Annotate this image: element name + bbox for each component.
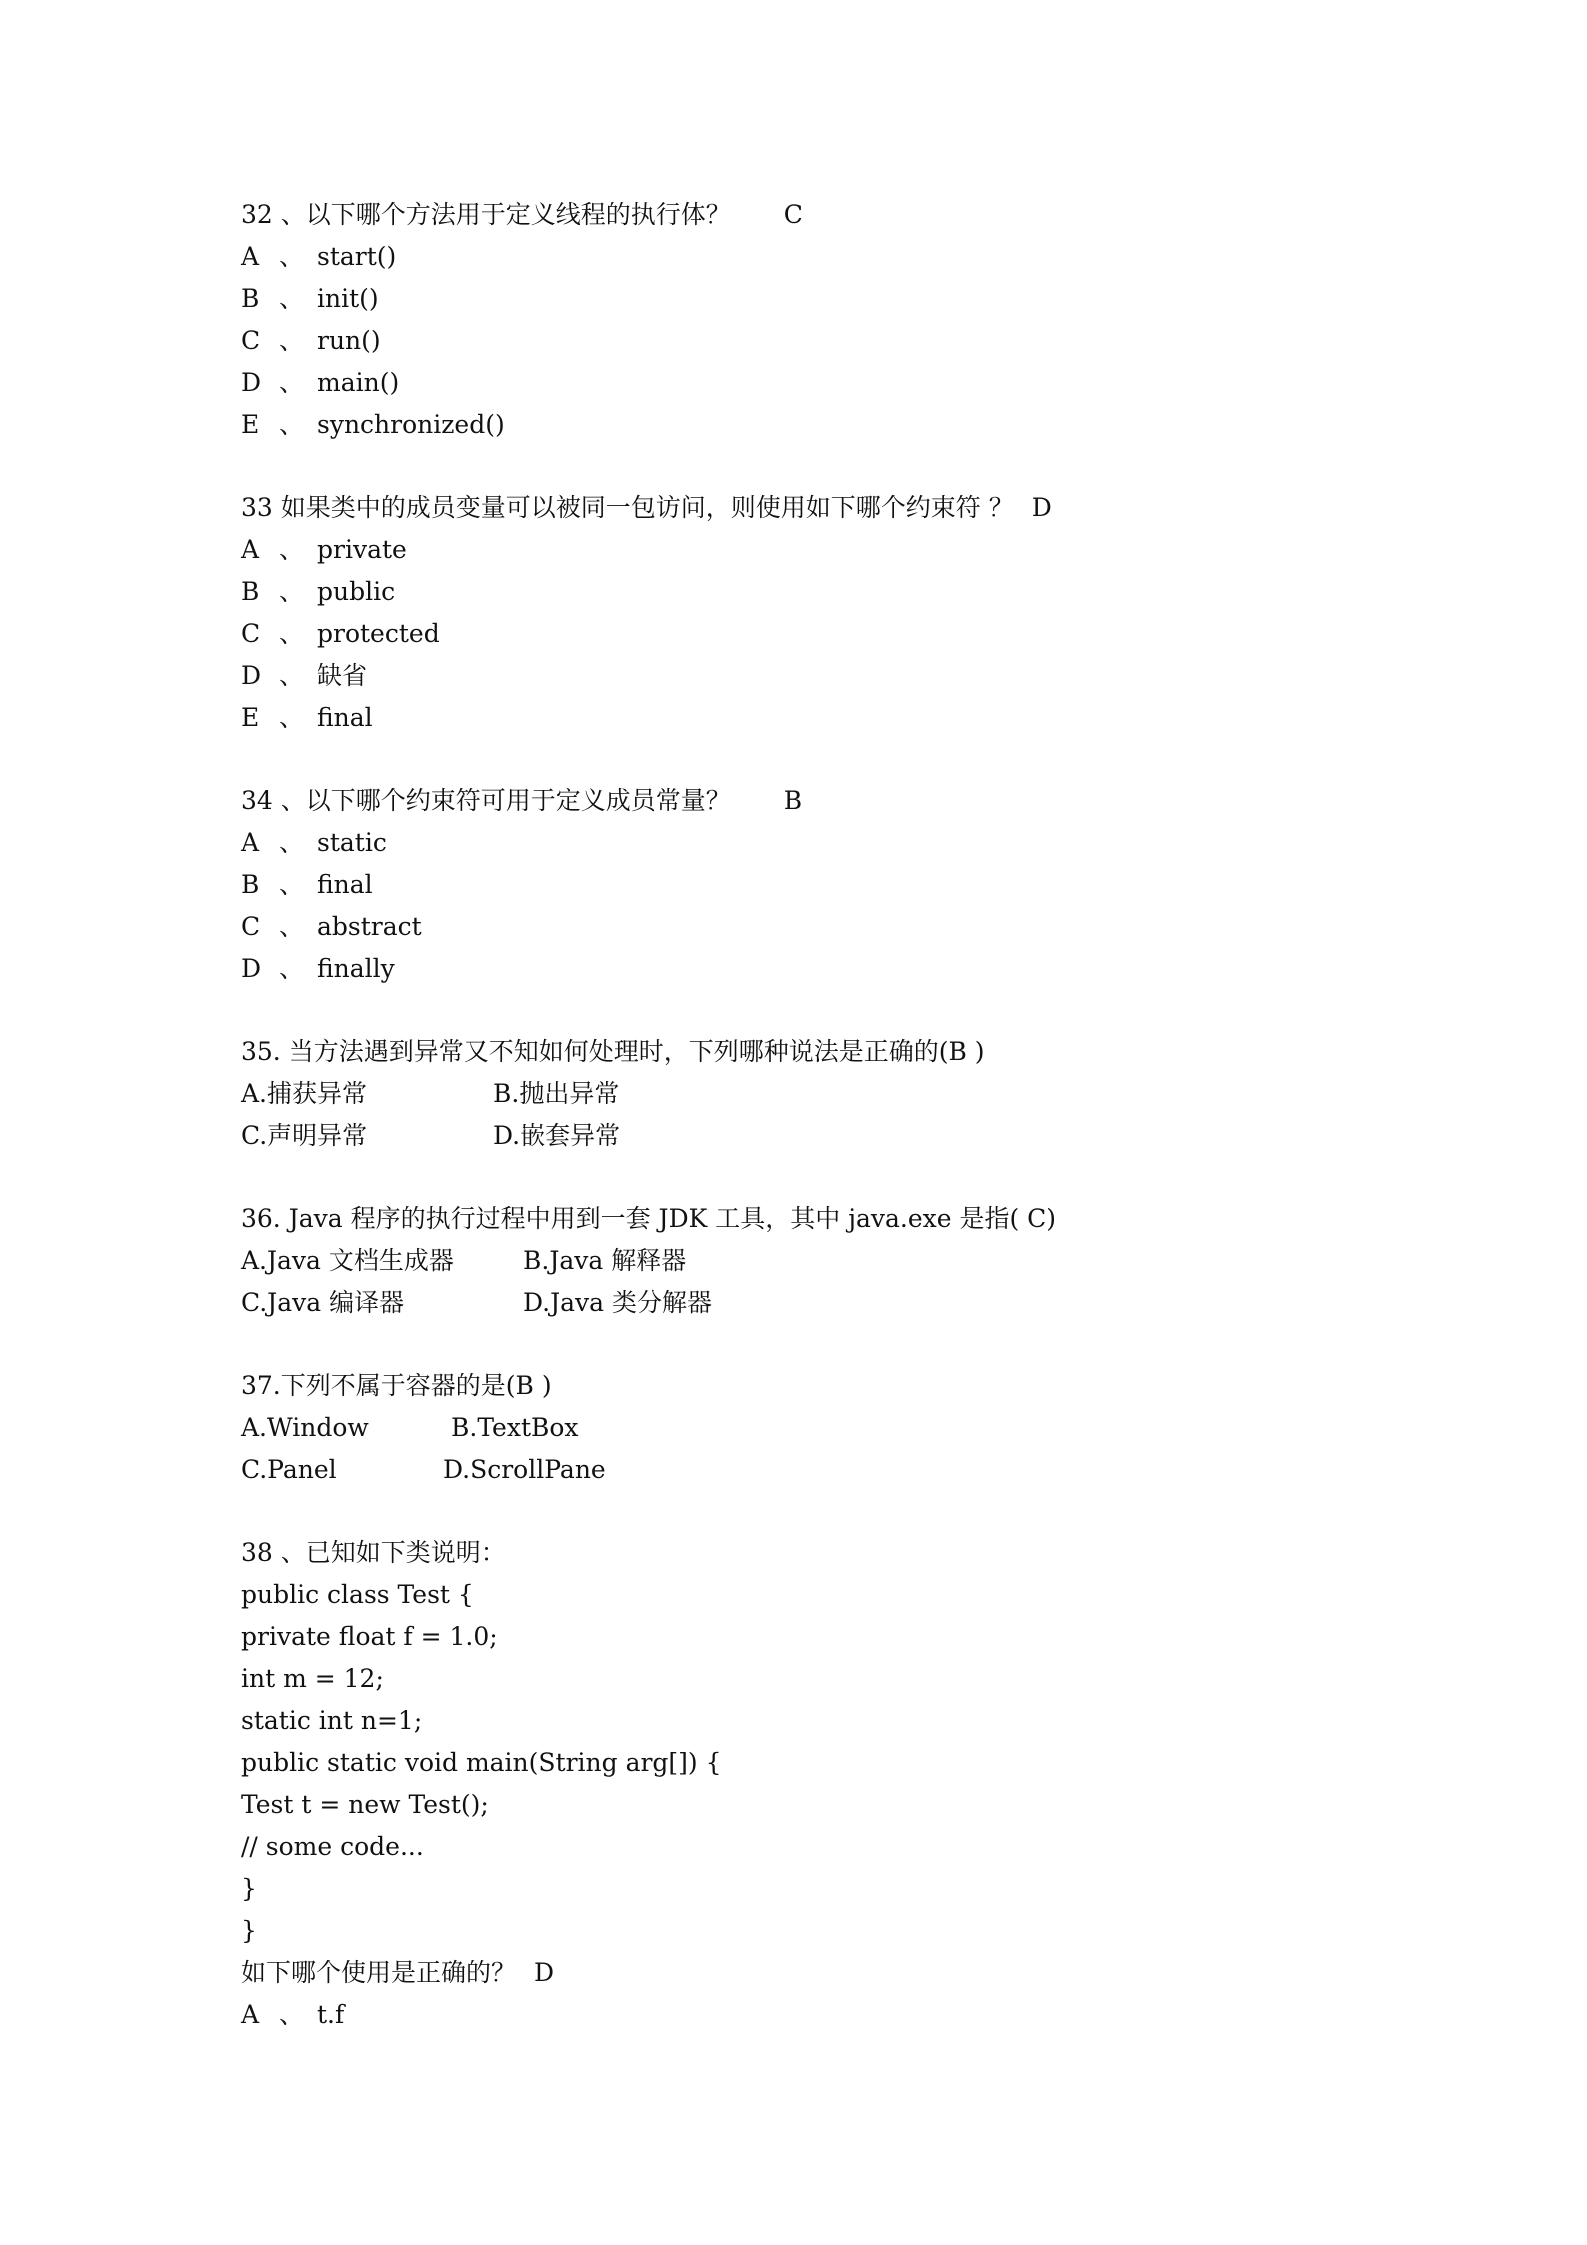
question-36 [241,1198,1391,1324]
option-text: t.f [317,2000,345,2029]
option-letter: D [241,954,262,983]
option-separator: 、 [279,828,305,857]
question-stem [241,194,1391,236]
option-text: run() [317,326,381,355]
question-text: 如下哪个使用是正确的？ [241,1958,517,1987]
option-letter: D [241,368,262,397]
question-text: 32 、以下哪个方法用于定义线程的执行体？ [241,200,731,229]
option-row [241,1073,1391,1115]
option-text: B.抛出异常 [493,1079,620,1108]
option-letter: D [241,661,262,690]
option-text: main() [317,368,400,397]
question-text: 33 如果类中的成员变量可以被同一包访问，则使用如下哪个约束符 ？ [241,493,1014,522]
option-row [241,822,1391,864]
option-row [241,571,1391,613]
option-row [241,278,1391,320]
question-35 [241,1031,1391,1157]
code-line: // some code... [241,1832,424,1861]
option-letter: A [241,2000,260,2029]
option-row [241,320,1391,362]
option-row [241,613,1391,655]
question-stem [241,1532,1391,1574]
option-text: D.Java 类分解器 [523,1288,713,1317]
question-32 [241,194,1391,446]
option-separator: 、 [279,410,305,439]
option-separator: 、 [279,954,305,983]
option-text: A.捕获异常 [241,1079,368,1108]
option-separator: 、 [279,703,305,732]
option-letter: C [241,912,261,941]
option-letter: A [241,535,260,564]
option-row [241,1282,1391,1324]
question-38 [241,1532,1391,2036]
option-text: A.Java 文档生成器 [241,1246,454,1275]
option-separator: 、 [279,242,305,271]
option-letter: B [241,284,260,313]
option-text: start() [317,242,397,271]
option-text: A.Window [241,1413,369,1442]
option-text: finally [317,954,395,983]
option-text: public [317,577,396,606]
question-prompt [241,1952,1391,1994]
option-separator: 、 [279,2000,305,2029]
option-text: abstract [317,912,422,941]
spacer [241,1324,1391,1365]
spacer [241,446,1391,487]
option-text: final [317,870,373,899]
option-text: C.Java 编译器 [241,1288,405,1317]
option-text: protected [317,619,440,648]
code-line: } [241,1874,257,1903]
option-row [241,529,1391,571]
option-separator: 、 [279,368,305,397]
option-row [241,697,1391,739]
code-line: static int n=1; [241,1706,423,1735]
option-text: B.TextBox [451,1413,579,1442]
option-letter: E [241,410,260,439]
option-text: synchronized() [317,410,505,439]
question-33 [241,487,1391,739]
option-row [241,1240,1391,1282]
code-line: Test t = new Test(); [241,1790,489,1819]
question-text: 35. 当方法遇到异常又不知如何处理时，下列哪种说法是正确的(B ) [241,1037,985,1066]
option-row [241,906,1391,948]
answer-key: C [783,200,803,229]
code-line: public static void main(String arg[]) { [241,1748,722,1777]
option-letter: A [241,242,260,271]
option-row [241,1115,1391,1157]
option-row [241,1407,1391,1449]
spacer [241,1157,1391,1198]
option-text: D.ScrollPane [443,1455,606,1484]
option-separator: 、 [279,535,305,564]
option-separator: 、 [279,577,305,606]
option-separator: 、 [279,326,305,355]
option-text: init() [317,284,379,313]
page-content [241,194,1391,2036]
question-stem [241,780,1391,822]
question-text: 38 、已知如下类说明： [241,1538,506,1567]
question-stem [241,487,1391,529]
option-letter: B [241,870,260,899]
option-text: private [317,535,407,564]
option-text: final [317,703,373,732]
answer-key: D [534,1958,555,1987]
option-text: C.声明异常 [241,1121,368,1150]
option-row [241,404,1391,446]
option-row [241,864,1391,906]
option-text: D.嵌套异常 [493,1121,621,1150]
code-line: private float f = 1.0; [241,1622,498,1651]
option-letter: E [241,703,260,732]
option-letter: C [241,326,261,355]
option-text: C.Panel [241,1455,337,1484]
question-text: 36. Java 程序的执行过程中用到一套 JDK 工具，其中 java.exe 是指( C) [241,1204,1057,1233]
spacer [241,1491,1391,1532]
option-row [241,1994,1391,2036]
code-line: } [241,1916,257,1945]
option-text: B.Java 解释器 [523,1246,687,1275]
option-letter: B [241,577,260,606]
code-line: int m = 12; [241,1664,384,1693]
question-text: 37.下列不属于容器的是(B ) [241,1371,552,1400]
option-separator: 、 [279,661,305,690]
question-text: 34 、以下哪个约束符可用于定义成员常量？ [241,786,731,815]
option-row [241,362,1391,404]
code-block [241,1574,1391,1952]
question-37 [241,1365,1391,1491]
question-34 [241,780,1391,990]
code-line: public class Test { [241,1580,474,1609]
option-text: static [317,828,387,857]
option-separator: 、 [279,284,305,313]
answer-key: B [783,786,803,815]
option-letter: C [241,619,261,648]
option-letter: A [241,828,260,857]
question-stem [241,1365,1391,1407]
option-separator: 、 [279,912,305,941]
option-row [241,948,1391,990]
question-stem [241,1031,1391,1073]
question-stem [241,1198,1391,1240]
option-separator: 、 [279,619,305,648]
option-text: 缺省 [317,661,368,690]
spacer [241,990,1391,1031]
option-row [241,655,1391,697]
option-row [241,236,1391,278]
option-separator: 、 [279,870,305,899]
spacer [241,739,1391,780]
option-row [241,1449,1391,1491]
answer-key: D [1031,493,1052,522]
